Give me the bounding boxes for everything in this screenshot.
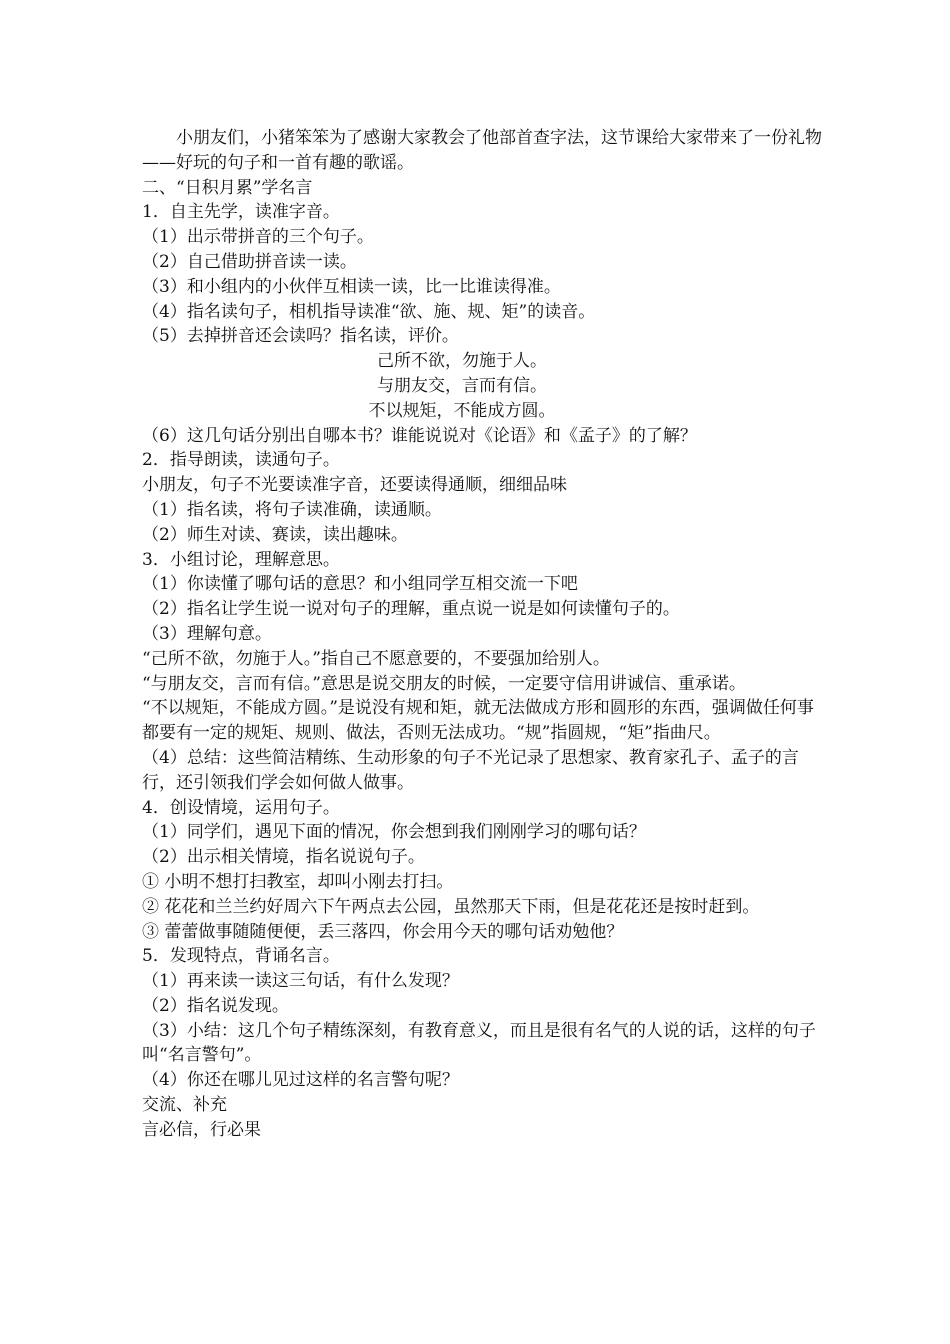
text-line: （4）总结：这些简洁精练、生动形象的句子不光记录了思想家、教育家孔子、孟子的言行，还引领我们学会如何做人做事。 (142, 747, 799, 793)
text-line: 2．指导朗读，读通句子。 (142, 450, 340, 471)
text-line: 言必信，行必果 (142, 1119, 261, 1140)
text-line: （2）指名说发现。 (142, 995, 289, 1016)
text-line: （4）你还在哪儿见过这样的名言警句呢？ (142, 1070, 459, 1091)
text-line: “与朋友交，言而有信。”意思是说交朋友的时候，一定要守信用讲诚信、重承诺。 (142, 673, 746, 694)
text-line: 4．创设情境，运用句子。 (142, 797, 340, 818)
text-line: ① 小明不想打扫教室，却叫小刚去打扫。 (142, 871, 454, 892)
text-line: 小朋友们，小猪笨笨为了感谢大家教会了他部首查字法，这节课给大家带来了一份礼物——好玩的句子和一首有趣的歌谣。 (142, 128, 822, 173)
text-line: 不以规矩，不能成方圆。 (368, 400, 556, 421)
text-line: （1）出示带拼音的三个句子。 (142, 227, 374, 248)
text-line: 1．自主先学，读准字音。 (142, 202, 340, 223)
text-line: （1）同学们，遇见下面的情况，你会想到我们刚刚学习的哪句话？ (142, 822, 646, 843)
text-line: （3）理解句意。 (142, 623, 272, 644)
text-line: “己所不欲，勿施于人。”指自己不愿意要的，不要强加给别人。 (142, 648, 610, 669)
text-line: （2）指名让学生说一说对句子的理解，重点说一说是如何读懂句子的。 (142, 599, 680, 620)
text-line: （5）去掉拼音还会读吗？指名读，评价。 (142, 326, 459, 347)
text-line: 3．小组讨论，理解意思。 (142, 549, 340, 570)
text-line: （3）小结：这几个句子精练深刻，有教育意义，而且是很有名气的人说的话，这样的句子叫“名言警句”。 (142, 1020, 816, 1066)
text-line: （1）指名读，将句子读准确，读通顺。 (142, 499, 442, 520)
text-line: “不以规矩，不能成方圆。”是说没有规和矩，就无法做成方形和圆形的东西，强调做任何事都要有一定的规矩、规则、做法，否则无法成功。“规”指圆规，“矩”指曲尺。 (142, 698, 814, 744)
document-body (142, 126, 822, 1143)
text-line: 与朋友交，言而有信。 (377, 375, 547, 396)
text-line: （6）这几句话分别出自哪本书？谁能说说对《论语》和《孟子》的了解？ (142, 425, 697, 446)
text-line: （1）你读懂了哪句话的意思？和小组同学互相交流一下吧 (142, 574, 578, 595)
text-line: 二、“日积月累”学名言 (142, 177, 313, 198)
text-line: 交流、补充 (142, 1095, 227, 1116)
text-line: 小朋友，句子不光要读准字音，还要读得通顺，细细品味 (142, 475, 567, 496)
text-line: （1）再来读一读这三句话，有什么发现？ (142, 971, 459, 992)
text-line: 己所不欲，勿施于人。 (377, 351, 547, 372)
text-line: （2）出示相关情境，指名说说句子。 (142, 847, 425, 868)
text-line: 5．发现特点，背诵名言。 (142, 946, 340, 967)
text-line: （2）师生对读、赛读，读出趣味。 (142, 524, 408, 545)
text-line: ② 花花和兰兰约好周六下午两点去公园，虽然那天下雨，但是花花还是按时赶到。 (142, 896, 760, 917)
text-line: ③ 蕾蕾做事随随便便，丢三落四，你会用今天的哪句话劝勉他？ (142, 921, 624, 942)
text-line: （2）自己借助拼音读一读。 (142, 251, 357, 272)
text-line: （4）指名读句子，相机指导读准“欲、施、规、矩”的读音。 (142, 301, 596, 322)
text-line: （3）和小组内的小伙伴互相读一读，比一比谁读得准。 (142, 276, 561, 297)
